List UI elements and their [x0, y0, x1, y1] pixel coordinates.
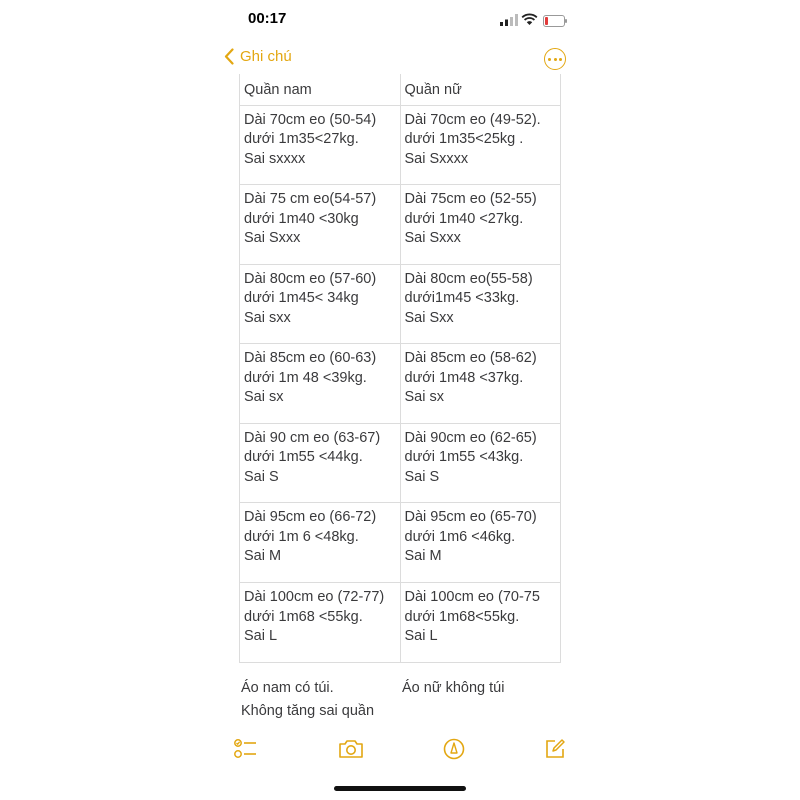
cell-line: Dài 70cm eo (50-54) — [244, 111, 377, 128]
table-cell-female[interactable] — [400, 344, 561, 424]
cell-line: Dài 95cm eo (65-70) — [404, 509, 537, 526]
cell-line: Dài 80cm eo(55-58) — [404, 270, 533, 287]
cell-line: Dài 75 cm eo(54-57) — [244, 191, 377, 208]
table-row — [240, 264, 561, 344]
cell-line: Sai Sxx — [404, 309, 454, 326]
more-options-icon[interactable] — [544, 48, 566, 70]
back-label: Ghi chú — [240, 48, 292, 65]
table-cell-female[interactable] — [400, 583, 561, 663]
cell-line: dưới 1m 6 <48kg. — [244, 528, 359, 545]
table-cell-male[interactable] — [240, 503, 401, 583]
table-header-row — [240, 74, 561, 105]
table-cell-female[interactable] — [400, 185, 561, 265]
markup-pen-icon[interactable] — [443, 738, 465, 765]
cell-line: dưới 1m48 <37kg. — [404, 369, 524, 386]
table-row — [240, 423, 561, 503]
cell-line: Dài 90 cm eo (63-67) — [244, 429, 381, 446]
cell-line: dưới 1m 48 <39kg. — [244, 369, 367, 386]
cell-line: Sai sxx — [244, 309, 291, 326]
home-indicator — [334, 786, 466, 791]
cell-line: Sai L — [244, 628, 278, 645]
cell-line: Sai sx — [244, 389, 284, 406]
cell-line: dưới 1m35<25kg . — [404, 131, 524, 147]
cell-line: dưới 1m40 <30kg — [244, 210, 359, 227]
status-bar — [222, 10, 578, 32]
cell-line: Sai S — [244, 468, 279, 485]
battery-icon — [543, 15, 565, 27]
back-button[interactable] — [224, 48, 292, 65]
size-table — [239, 74, 561, 663]
cell-line: Sai M — [244, 548, 282, 565]
cell-line: dưới 1m35<27kg. — [244, 131, 359, 147]
checklist-icon[interactable] — [234, 738, 258, 765]
table-cell-male[interactable] — [240, 264, 401, 344]
cell-line: Sai Sxxx — [244, 230, 301, 247]
camera-icon[interactable] — [338, 738, 364, 765]
footer-size-note: Không tăng sai quần — [241, 703, 375, 719]
cell-line: dưới 1m68 <55kg. — [244, 608, 363, 625]
table-row — [240, 344, 561, 424]
wifi-icon — [521, 13, 538, 26]
table-header-male: Quần nam — [240, 74, 401, 105]
table-cell-male[interactable] — [240, 583, 401, 663]
cell-line: Dài 95cm eo (66-72) — [244, 509, 377, 526]
cell-line: Sai Sxxx — [404, 230, 461, 247]
cell-line: dưới1m45 <33kg. — [404, 290, 520, 307]
cell-line: Dài 100cm eo (70-75 — [404, 589, 540, 606]
cell-line: dưới 1m55 <43kg. — [404, 449, 524, 466]
cell-line: dưới 1m68<55kg. — [404, 608, 520, 625]
table-cell-male[interactable] — [240, 344, 401, 424]
cell-line: Dài 85cm eo (60-63) — [244, 350, 377, 367]
footer-female-note: Áo nữ không túi — [402, 680, 505, 696]
compose-icon[interactable] — [544, 738, 566, 765]
cell-line: dưới 1m45< 34kg — [244, 290, 359, 307]
cell-line: Sai L — [404, 628, 438, 645]
signal-icon — [500, 14, 520, 26]
cell-line: Dài 75cm eo (52-55) — [404, 191, 537, 208]
cell-line: Dài 85cm eo (58-62) — [404, 350, 537, 367]
cell-line: Sai Sxxxx — [404, 150, 469, 167]
table-row — [240, 583, 561, 663]
table-row — [240, 503, 561, 583]
table-cell-female[interactable] — [400, 264, 561, 344]
bottom-toolbar — [222, 738, 578, 764]
navigation-bar — [222, 48, 578, 72]
table-cell-male[interactable] — [240, 105, 401, 185]
footer-male-note: Áo nam có túi. — [241, 680, 334, 696]
cell-line: Sai S — [404, 468, 440, 485]
cell-line: Dài 80cm eo (57-60) — [244, 270, 377, 287]
cell-line: dưới 1m55 <44kg. — [244, 449, 363, 466]
cell-line: Dài 90cm eo (62-65) — [404, 429, 537, 446]
table-row — [240, 105, 561, 185]
table-cell-female[interactable] — [400, 105, 561, 185]
cell-line: Sai sxxxx — [244, 150, 306, 167]
table-cell-male[interactable] — [240, 185, 401, 265]
cell-line: dưới 1m40 <27kg. — [404, 210, 524, 227]
status-time: 00:17 — [248, 10, 287, 27]
cell-line: Sai sx — [404, 389, 444, 406]
chevron-left-icon — [224, 48, 234, 65]
table-cell-male[interactable] — [240, 423, 401, 503]
cell-line: Dài 100cm eo (72-77) — [244, 589, 385, 606]
table-header-female: Quần nữ — [400, 74, 561, 105]
notes-screen — [222, 0, 578, 800]
cell-line: dưới 1m6 <46kg. — [404, 528, 516, 545]
table-row — [240, 185, 561, 265]
table-cell-female[interactable] — [400, 503, 561, 583]
cell-line: Sai M — [404, 548, 442, 565]
table-cell-female[interactable] — [400, 423, 561, 503]
cell-line: Dài 70cm eo (49-52). — [404, 111, 541, 128]
